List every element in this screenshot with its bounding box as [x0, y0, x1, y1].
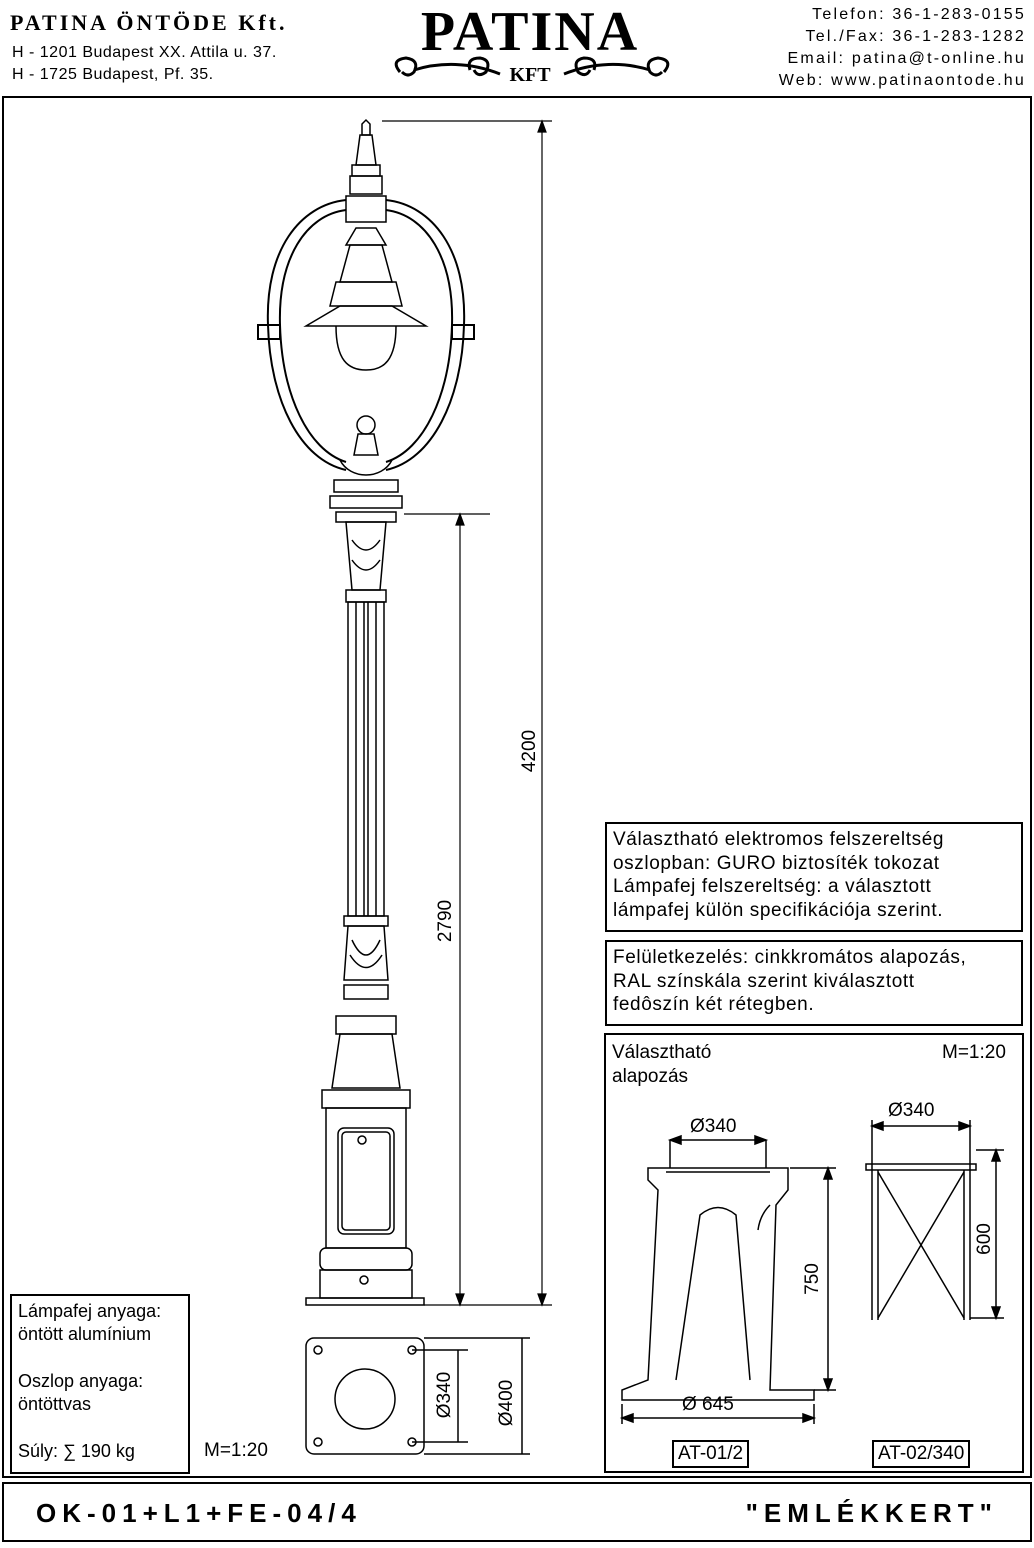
- contact-fax: Tel./Fax: 36-1-283-1282: [805, 28, 1026, 45]
- electrical-line-1: Választható elektromos felszereltség: [613, 829, 945, 850]
- electrical-line-4: lámpafej külön specifikációja szerint.: [613, 899, 944, 921]
- company-name: PATINA ÖNTÖDE Kft.: [10, 10, 288, 35]
- hoop-bracket: [334, 416, 398, 492]
- lamp-hoop: [258, 200, 474, 470]
- logo-scroll-ornament: [396, 58, 668, 75]
- electrical-line-3: Lámpafej felszereltség: a választott: [613, 876, 932, 897]
- weight-value: Súly: ∑ 190 kg: [18, 1441, 135, 1461]
- company-address-2: H - 1725 Budapest, Pf. 35.: [12, 66, 214, 83]
- dim-base-inner: Ø340: [434, 1371, 455, 1419]
- logo-kft: KFT: [509, 64, 551, 86]
- pole-material-value: öntöttvas: [18, 1394, 92, 1414]
- dim-base-outer: Ø400: [496, 1379, 517, 1427]
- surface-line-1: Felületkezelés: cinkkromátos alapozás,: [613, 947, 967, 968]
- surface-line-3: fedôszín két rétegben.: [613, 994, 815, 1015]
- contact-email: Email: patina@t-online.hu: [787, 50, 1026, 67]
- pole-material-label: Oszlop anyaga:: [18, 1371, 144, 1391]
- company-address-1: H - 1201 Budapest XX. Attila u. 37.: [12, 44, 277, 61]
- at02-tag: AT-02/340: [872, 1440, 970, 1468]
- scale-main: M=1:20: [204, 1440, 268, 1461]
- contact-phone: Telefon: 36-1-283-0155: [812, 6, 1026, 23]
- foundation-title-2: alapozás: [612, 1066, 689, 1087]
- lantern-finial: [346, 120, 386, 222]
- foundation-title-1: Választható: [612, 1042, 712, 1063]
- at01-height-dim: 750: [802, 1263, 823, 1295]
- product-name: "EMLÉKKERT": [745, 1498, 998, 1528]
- product-code: OK-01+L1+FE-04/4: [36, 1498, 362, 1528]
- surface-note: [605, 940, 1023, 1026]
- at01-tag: AT-01/2: [672, 1440, 749, 1468]
- lamp-material-label: Lámpafej anyaga:: [18, 1301, 162, 1321]
- lamp-material-value: öntött alumínium: [18, 1324, 152, 1344]
- electrical-note: [605, 822, 1023, 932]
- at01-bottom-dim: Ø 645: [682, 1394, 734, 1415]
- contact-web: Web: www.patinaontode.hu: [778, 72, 1026, 89]
- pole-base: [306, 1034, 424, 1305]
- dim-total-height: 4200: [519, 729, 540, 773]
- pole-shaft: [344, 590, 388, 926]
- foundation-scale: M=1:20: [942, 1042, 1006, 1063]
- dim-pole-height: 2790: [435, 899, 456, 943]
- pole-capital: [330, 496, 402, 590]
- at02-top-dim: Ø340: [888, 1100, 935, 1121]
- at01-top-dim: Ø340: [690, 1116, 737, 1137]
- pole-ornament: [336, 926, 396, 1034]
- material-box: [10, 1294, 190, 1474]
- at02-height-dim: 600: [974, 1223, 995, 1255]
- surface-line-2: RAL színskála szerint kiválasztott: [613, 970, 915, 992]
- logo-wordmark: PATINA: [420, 1, 640, 63]
- electrical-line-2: oszlopban: GURO biztosíték tokozat: [613, 852, 940, 874]
- lamp-head: [306, 228, 426, 370]
- dimension-lines-main: [382, 121, 552, 1305]
